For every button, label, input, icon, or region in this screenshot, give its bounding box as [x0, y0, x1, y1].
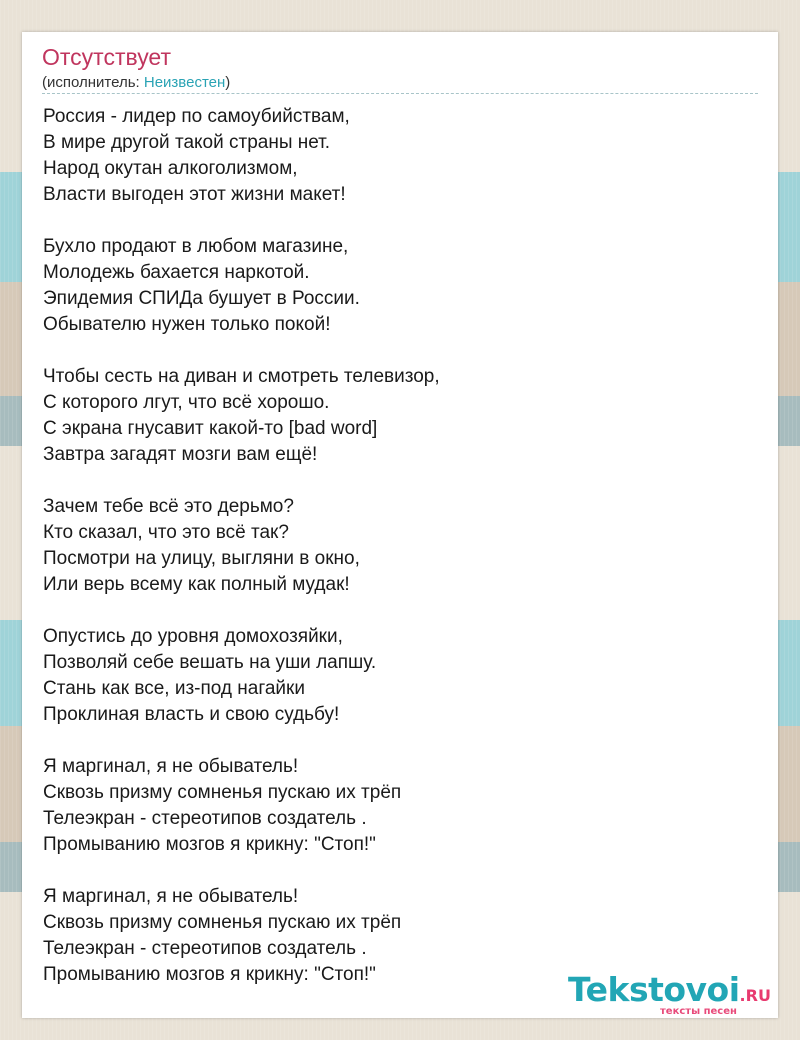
lyric-line: Чтобы сесть на диван и смотреть телевизор, [43, 366, 440, 387]
lyric-line: Телеэкран - стереотипов создатель . [43, 808, 367, 829]
lyric-line: Народ окутан алкоголизмом, [43, 158, 298, 179]
lyrics-card [22, 32, 778, 1018]
stanza [43, 364, 763, 468]
lyric-line: Проклиная власть и свою судьбу! [43, 704, 340, 725]
lyrics-body [43, 104, 763, 1014]
artist-prefix: (исполнитель: [42, 74, 144, 91]
artist-link[interactable]: Неизвестен [143, 74, 226, 91]
lyric-line: Сквозь призму сомненья пускаю их трёп [43, 782, 402, 803]
site-logo[interactable] [568, 970, 778, 1022]
artist-suffix: ) [225, 74, 231, 91]
stanza [43, 234, 763, 338]
lyric-line: Я маргинал, я не обыватель! [43, 756, 299, 777]
lyric-line: Власти выгоден этот жизни макет! [43, 184, 346, 205]
lyric-line: Опустись до уровня домохозяйки, [43, 626, 343, 647]
lyric-line: Позволяй себе вешать на уши лапшу. [43, 652, 377, 673]
song-title: Отсутствует [42, 44, 171, 70]
lyric-line: Посмотри на улицу, выгляни в окно, [43, 548, 360, 569]
lyric-line: Молодежь бахается наркотой. [43, 262, 310, 283]
artist-line [42, 73, 230, 93]
logo-tld: .RU [739, 986, 771, 1005]
lyric-line: С которого лгут, что всё хорошо. [43, 392, 330, 413]
lyric-line: Бухло продают в любом магазине, [43, 236, 349, 257]
logo-tagline: тексты песен [660, 1006, 737, 1017]
lyric-line: Стань как все, из-под нагайки [43, 678, 305, 699]
lyric-line: Зачем тебе всё это дерьмо? [43, 496, 294, 517]
logo-name: Tekstovoi [568, 970, 740, 1009]
lyric-line: В мире другой такой страны нет. [43, 132, 331, 153]
lyric-line: Я маргинал, я не обыватель! [43, 886, 299, 907]
lyric-line: Эпидемия СПИДа бушует в России. [43, 288, 360, 309]
stanza [43, 104, 763, 208]
lyric-line: С экрана гнусавит какой-то [bad word] [43, 418, 378, 439]
lyric-line: Сквозь призму сомненья пускаю их трёп [43, 912, 402, 933]
lyric-line: Обывателю нужен только покой! [43, 314, 331, 335]
lyric-line: Промыванию мозгов я крикну: "Стоп!" [43, 834, 376, 855]
lyric-line: Или верь всему как полный мудак! [43, 574, 350, 595]
title-divider [42, 93, 758, 94]
lyric-line: Завтра загадят мозги вам ещё! [43, 444, 318, 465]
stanza [43, 494, 763, 598]
stanza [43, 624, 763, 728]
lyric-line: Кто сказал, что это всё так? [43, 522, 289, 543]
lyric-line: Телеэкран - стереотипов создатель . [43, 938, 367, 959]
lyric-line: Промыванию мозгов я крикну: "Стоп!" [43, 964, 376, 985]
stanza [43, 754, 763, 858]
lyric-line: Россия - лидер по самоубийствам, [43, 106, 350, 127]
